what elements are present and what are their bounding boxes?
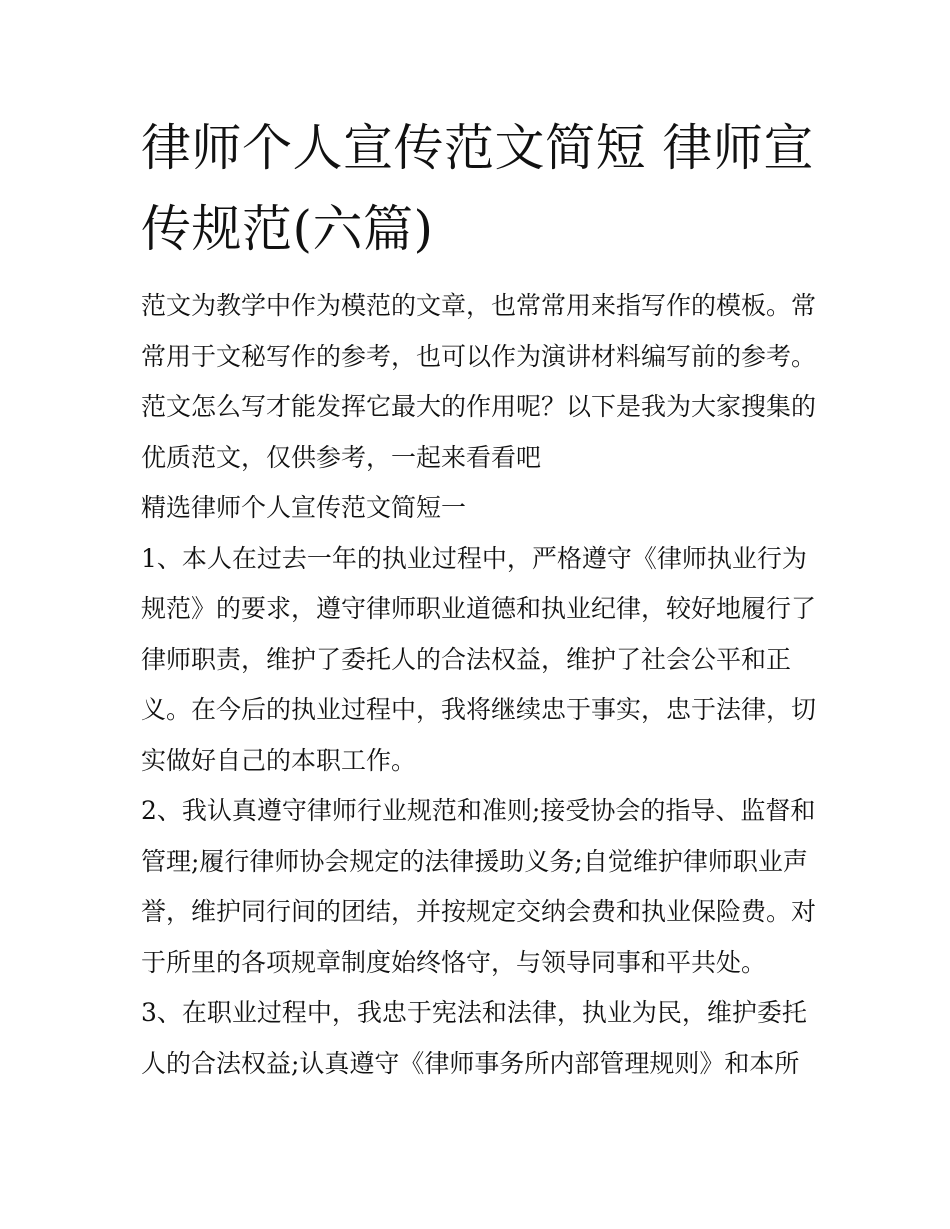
paragraph-item-1: 1、本人在过去一年的执业过程中，严格遵守《律师执业行为规范》的要求，遵守律师职业道德和执业纪律，较好地履行了律师职责，维护了委托人的合法权益，维护了社会公平和正义。在今后的执业过程中，我将继续忠于事实，忠于法律，切实做好自己的本职工作。 [141,543,817,775]
section-heading: 精选律师个人宣传范文简短一 [141,493,467,522]
intro-paragraph: 范文为教学中作为模范的文章，也常常用来指写作的模板。常常用于文秘写作的参考，也可以作为演讲材料编写前的参考。范文怎么写才能发挥它最大的作用呢？以下是我为大家搜集的优质范文，仅供参考，一起来看看吧 [141,291,817,472]
document-body [141,281,821,1089]
paragraph-item-2: 2、我认真遵守律师行业规范和准则;接受协会的指导、监督和管理;履行律师协会规定的法律援助义务;自觉维护律师职业声誉，维护同行间的团结，并按规定交纳会费和执业保险费。对于所里的各项规章制度始终恪守，与领导同事和平共处。 [141,796,817,977]
document-title: 律师个人宣传范文简短 律师宣传规范(六篇) [141,119,814,258]
paragraph-item-3: 3、在职业过程中，我忠于宪法和法律，执业为民，维护委托人的合法权益;认真遵守《律师事务所内部管理规则》和本所 [141,998,807,1078]
